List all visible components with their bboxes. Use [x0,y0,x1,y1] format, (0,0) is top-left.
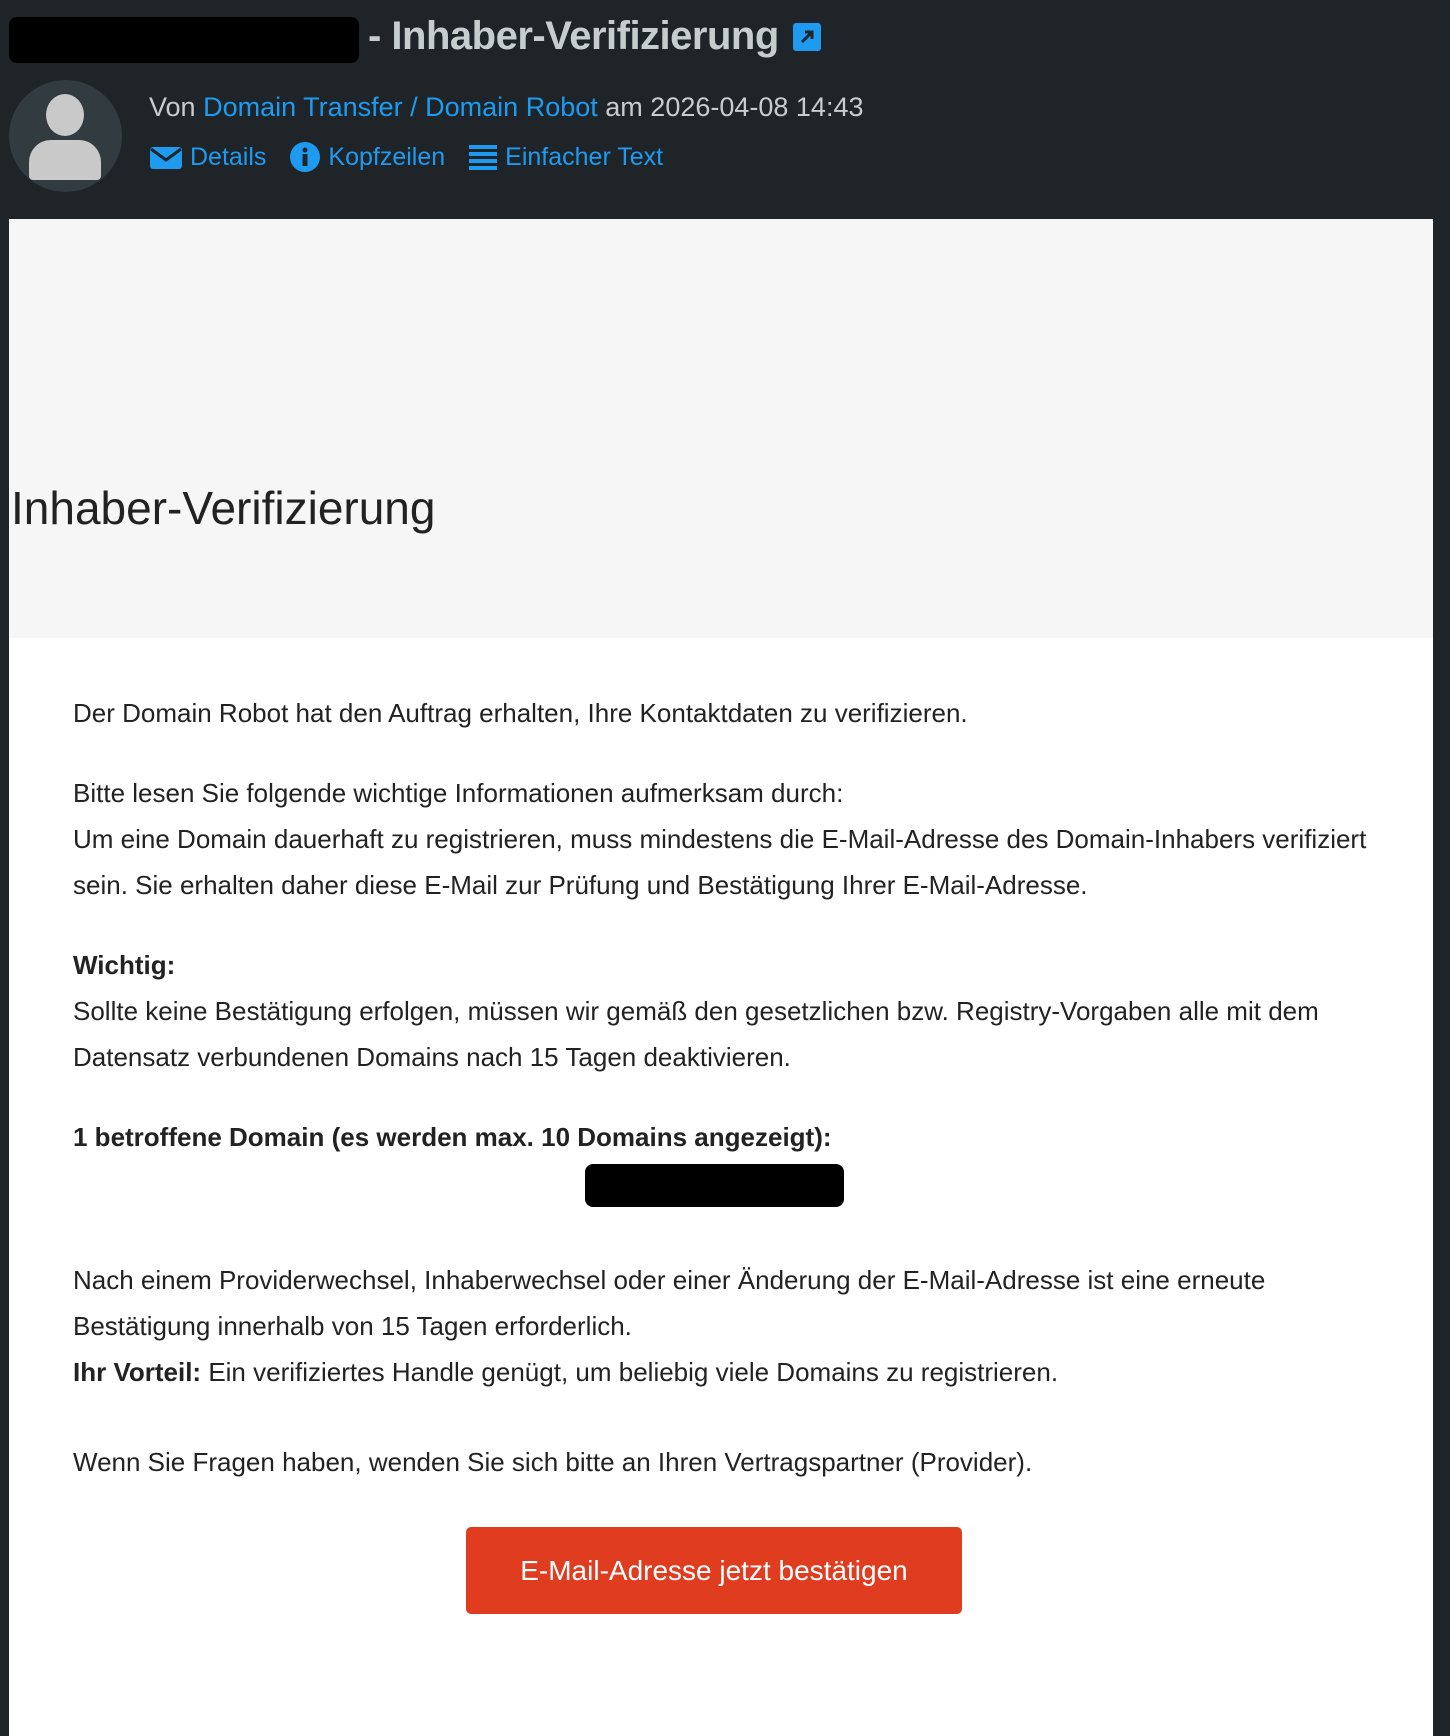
details-label: Details [190,142,267,171]
provider-change-paragraph: Nach einem Providerwechsel, Inhaberwechsel oder einer Änderung der E-Mail-Adresse ist eine erneute Bestätigung innerhalb von 15 Tagen erforderlich. [73,1265,1266,1341]
sender-line [149,92,863,123]
advantage-label: Ihr Vorteil: [73,1357,202,1387]
details-link[interactable] [150,142,266,172]
date-prefix: am [605,92,643,122]
redacted-sender [9,17,359,63]
list-icon [469,143,497,171]
advantage-text: Ein verifiziertes Handle genügt, um beliebig viele Domains zu registrieren. [201,1357,1059,1387]
plain-text-label: Einfacher Text [505,142,664,171]
email-hero [9,219,1433,638]
important-label: Wichtig: [73,950,176,980]
plain-text-link[interactable] [469,142,663,172]
from-label: Von [149,92,196,122]
info-heading: Bitte lesen Sie folgende wichtige Informationen aufmerksam durch: [73,778,844,808]
email-title: Inhaber-Verifizierung [11,482,436,534]
confirm-email-button[interactable]: E-Mail-Adresse jetzt bestätigen [466,1527,962,1614]
subject-text: - Inhaber-Verifizierung [368,14,779,58]
message-actions [150,142,663,172]
info-icon [290,142,320,172]
subject-title [368,14,821,59]
avatar [9,80,122,192]
date: 2026-04-08 14:43 [650,92,864,122]
envelope-icon [150,145,182,169]
headers-link[interactable] [290,142,445,172]
redacted-domain [585,1164,844,1207]
external-link-icon[interactable] [793,23,821,51]
info-paragraph: Um eine Domain dauerhaft zu registrieren, muss mindestens die E-Mail-Adresse des Domain-Inhabers verifiziert sein. Sie erhalten daher diese E-Mail zur Prüfung und Bestätigung Ihrer E-Mail-Adresse. [73,824,1367,900]
sender-link[interactable]: Domain Transfer / Domain Robot [203,92,598,122]
questions-paragraph: Wenn Sie Fragen haben, wenden Sie sich bitte an Ihren Vertragspartner (Provider). [73,1447,1033,1477]
intro-paragraph: Der Domain Robot hat den Auftrag erhalten, Ihre Kontaktdaten zu verifizieren. [73,698,968,728]
domains-heading: 1 betroffene Domain (es werden max. 10 Domains angezeigt): [73,1122,832,1152]
important-text: Sollte keine Bestätigung erfolgen, müssen wir gemäß den gesetzlichen bzw. Registry-Vorgaben alle mit dem Datensatz verbundenen Domains nach 15 Tagen deaktivieren. [73,996,1319,1072]
headers-label: Kopfzeilen [328,142,446,171]
email-body [9,219,1433,1736]
